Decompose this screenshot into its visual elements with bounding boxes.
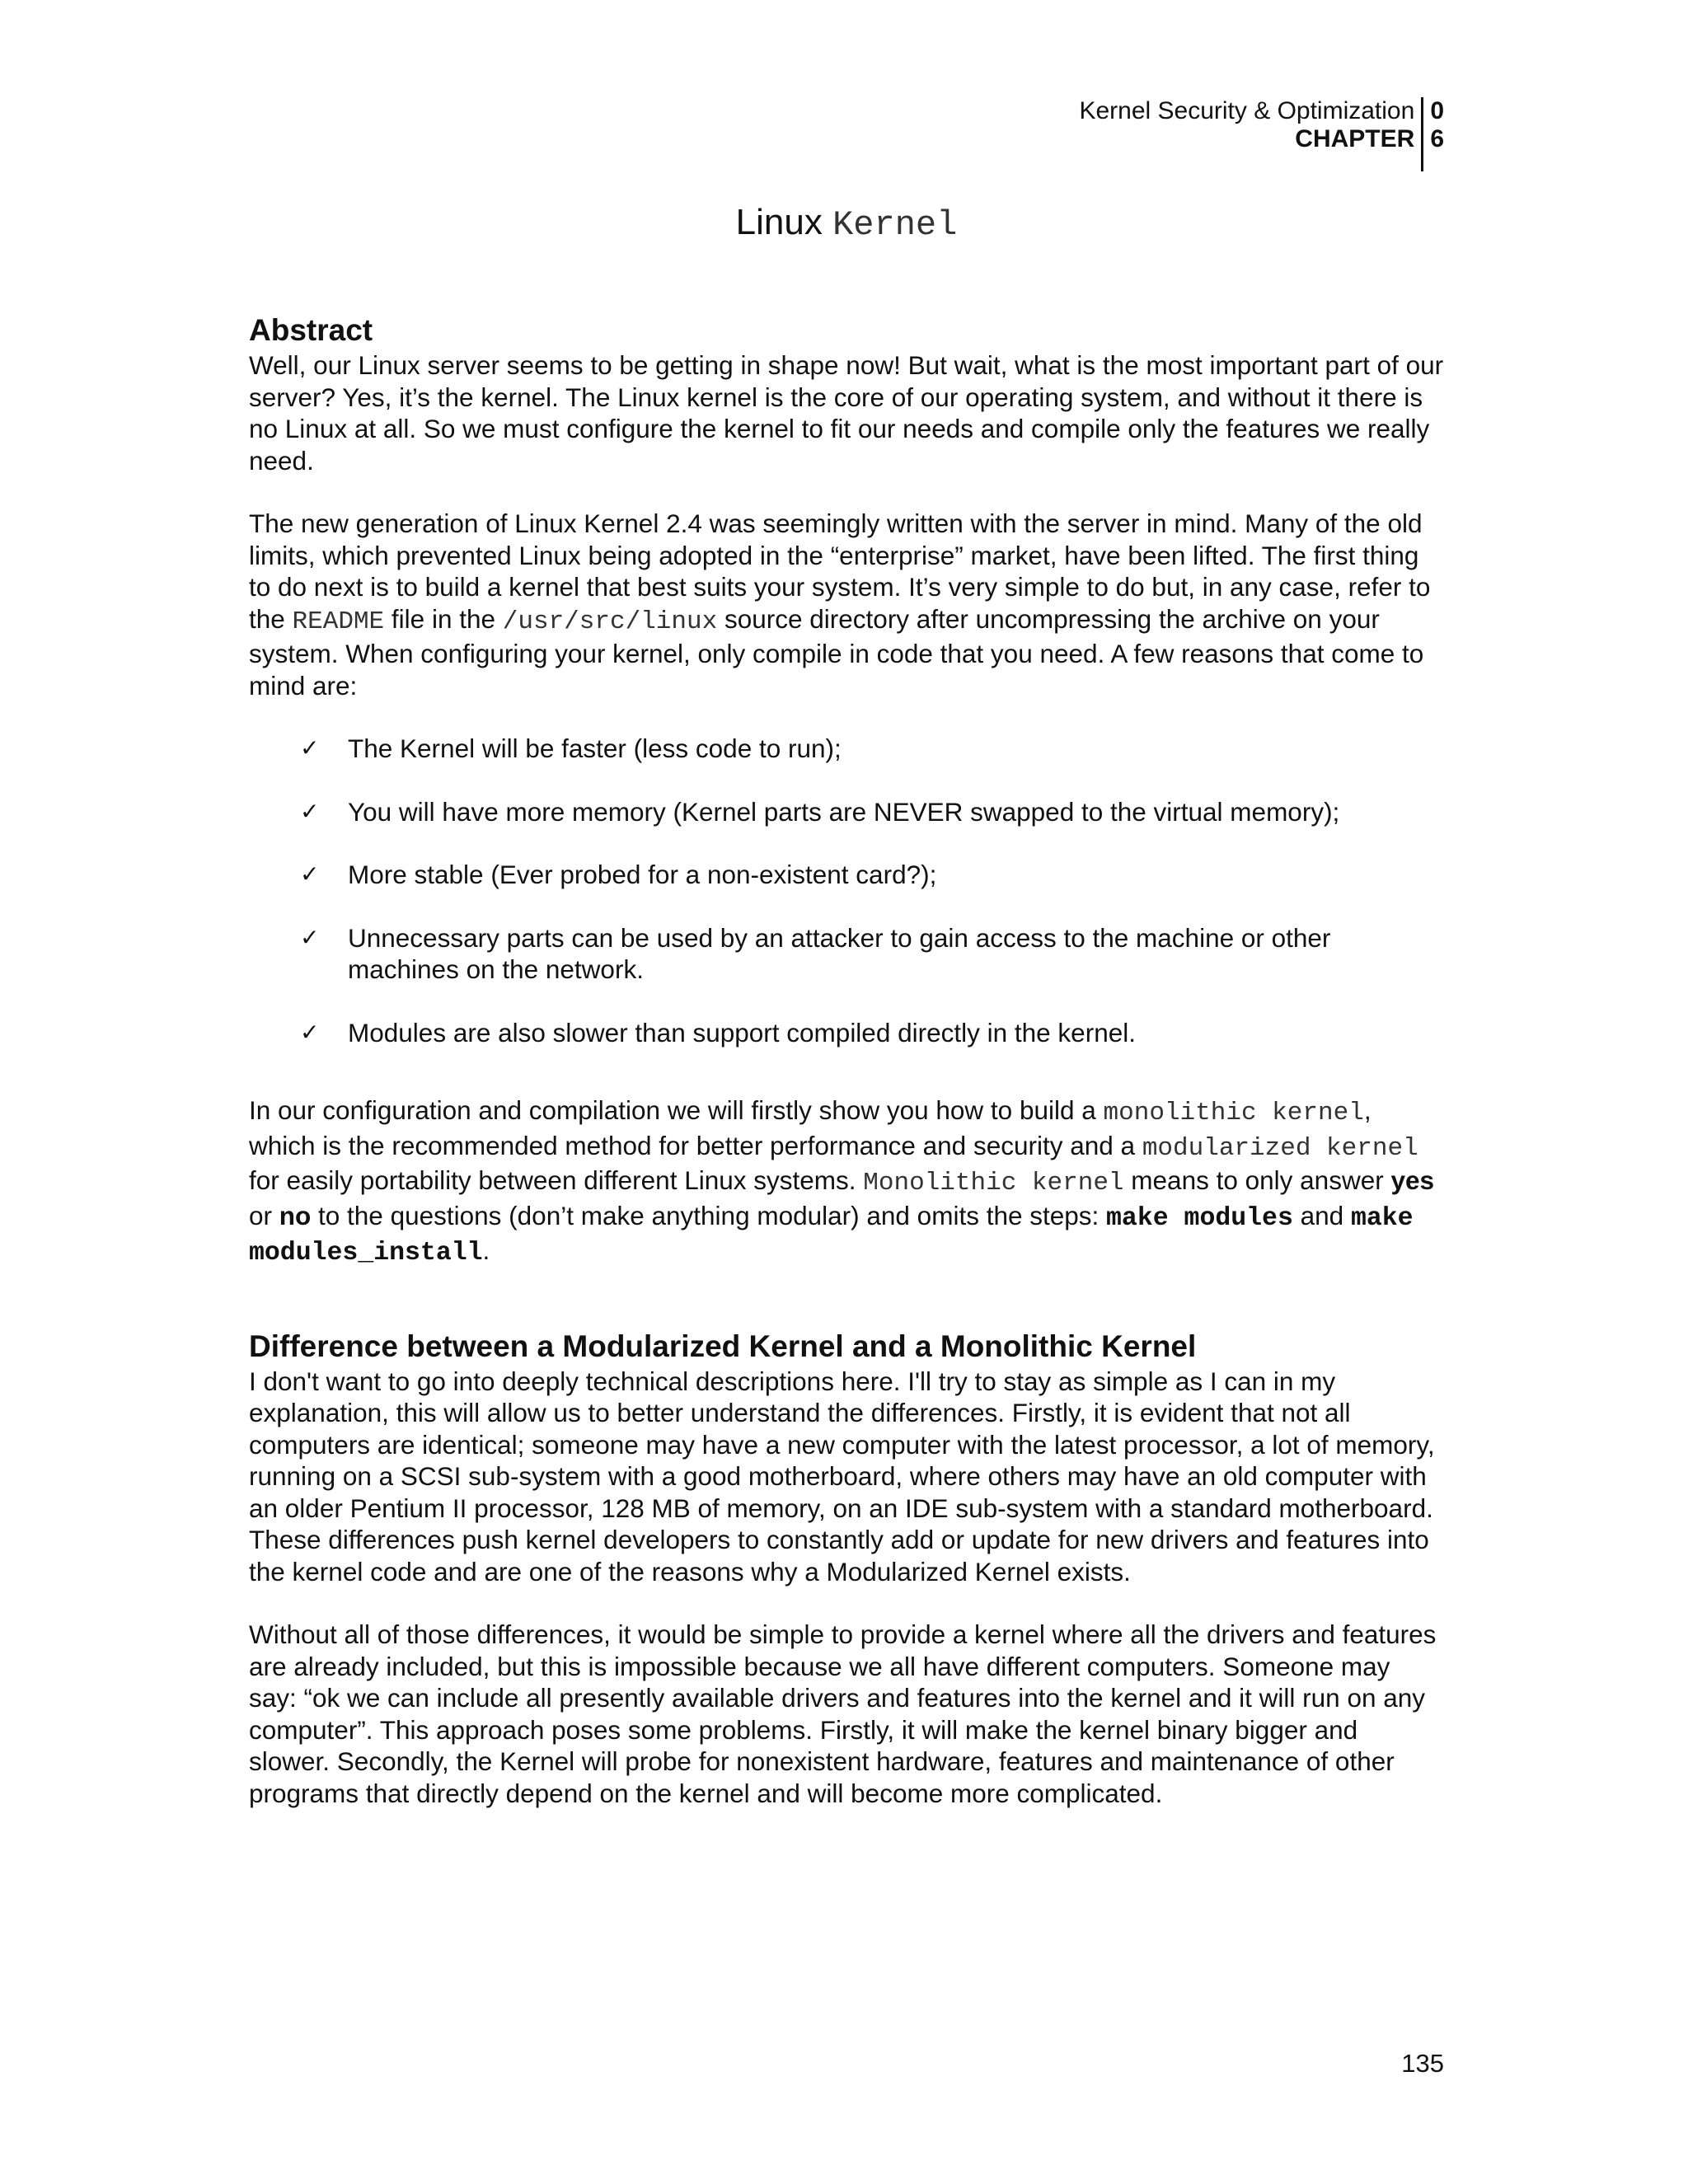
abstract-paragraph-1: Well, our Linux server seems to be getting in shape now! But wait, what is the most important part of our server? Yes, it’s the kernel. The Linux kernel is the core of our operating system, and without it there is no Linux at all. So we must configure the kernel to fit our needs and compile only the features we really need.: [249, 350, 1444, 476]
list-item: ✓ Unnecessary parts can be used by an attacker to gain access to the machine or other machines on the network.: [300, 922, 1331, 984]
source-path: /usr/src/linux: [502, 607, 718, 636]
term-modularized-kernel: modularized kernel: [1142, 1133, 1418, 1163]
readme-filename: README: [292, 607, 385, 636]
term-monolithic-kernel-2: Monolithic kernel: [863, 1169, 1124, 1197]
page-title: [249, 199, 1444, 248]
command-make-modules: make modules: [1106, 1203, 1293, 1233]
checkmark-icon: ✓: [300, 797, 320, 825]
chapter-label: CHAPTER: [1295, 125, 1415, 152]
abstract-heading: Abstract: [249, 313, 373, 347]
abstract-paragraph-2: The new generation of Linux Kernel 2.4 was seemingly written with the server in mind. Many of the old limits, which prevented Linux being adopted in the “enterprise” market, have been lifted. The first thing to do next is to build a kernel that best suits your system. It’s very simple to do but, in any case, refer to the README file in the /usr/src/linux source directory after uncompressing the archive on your system. When configuring your kernel, only compile in code that you need. A few reasons that come to mind are:: [249, 509, 1431, 701]
document-page: [249, 0, 1444, 2184]
main-content: [249, 312, 1444, 1840]
difference-heading: Difference between a Modularized Kernel and a Monolithic Kernel: [249, 1329, 1197, 1363]
running-header: [1079, 97, 1444, 171]
list-item: ✓ Modules are also slower than support compiled directly in the kernel.: [300, 1017, 1136, 1047]
chapter-digit-1: 0: [1430, 97, 1444, 124]
title-mono: Kernel: [832, 205, 958, 245]
term-monolithic-kernel: monolithic kernel: [1103, 1099, 1364, 1127]
list-item: ✓ The Kernel will be faster (less code to run);: [300, 733, 842, 763]
chapter-digit-2: 6: [1430, 125, 1444, 152]
page-number: 135: [1401, 2049, 1444, 2078]
reasons-list: [249, 733, 1444, 1048]
list-item: ✓ You will have more memory (Kernel parts are NEVER swapped to the virtual memory);: [300, 796, 1340, 827]
checkmark-icon: ✓: [300, 734, 320, 762]
title-plain: Linux: [735, 202, 823, 242]
difference-paragraph-2: Without all of those differences, it would be simple to provide a kernel where all the drivers and features are already included, but this is impossible because we all have different computers. Someone may say: “ok we can include all presently available drivers and features into the kernel and it will run on any computer”. This approach poses some problems. Firstly, it will make the kernel binary bigger and slower. Secondly, the Kernel will probe for nonexistent hardware, features and maintenance of other programs that directly depend on the kernel and will become more complicated.: [249, 1619, 1437, 1808]
answer-yes: yes: [1390, 1165, 1435, 1195]
running-title: Kernel Security & Optimization: [1079, 97, 1415, 124]
checkmark-icon: ✓: [300, 923, 320, 951]
list-item: ✓ More stable (Ever probed for a non-existent card?);: [300, 860, 937, 889]
checkmark-icon: ✓: [300, 1018, 320, 1046]
checkmark-icon: ✓: [300, 860, 320, 888]
command-make-modules-install: make modules_install: [249, 1203, 1414, 1268]
answer-no: no: [279, 1200, 312, 1230]
abstract-paragraph-3: In our configuration and compilation we will firstly show you how to build a monolithic kernel, which is the recommended method for better performance and security and a modularized kernel for easily portability between different Linux systems. Monolithic kernel means to only answer yes or no to the questions (don’t make anything modular) and omits the steps: make modules and make modules_install.: [249, 1095, 1435, 1268]
difference-paragraph-1: I don't want to go into deeply technical descriptions here. I'll try to stay as simple as I can in my explanation, this will allow us to better understand the differences. Firstly, it is evident that not all computers are identical; someone may have a new computer with the latest processor, a lot of memory, running on a SCSI sub-system with a good motherboard, where others may have an old computer with an older Pentium II processor, 128 MB of memory, on an IDE sub-system with a standard motherboard. These differences push kernel developers to constantly add or update for new drivers and features into the kernel code and are one of the reasons why a Modularized Kernel exists.: [249, 1366, 1435, 1586]
